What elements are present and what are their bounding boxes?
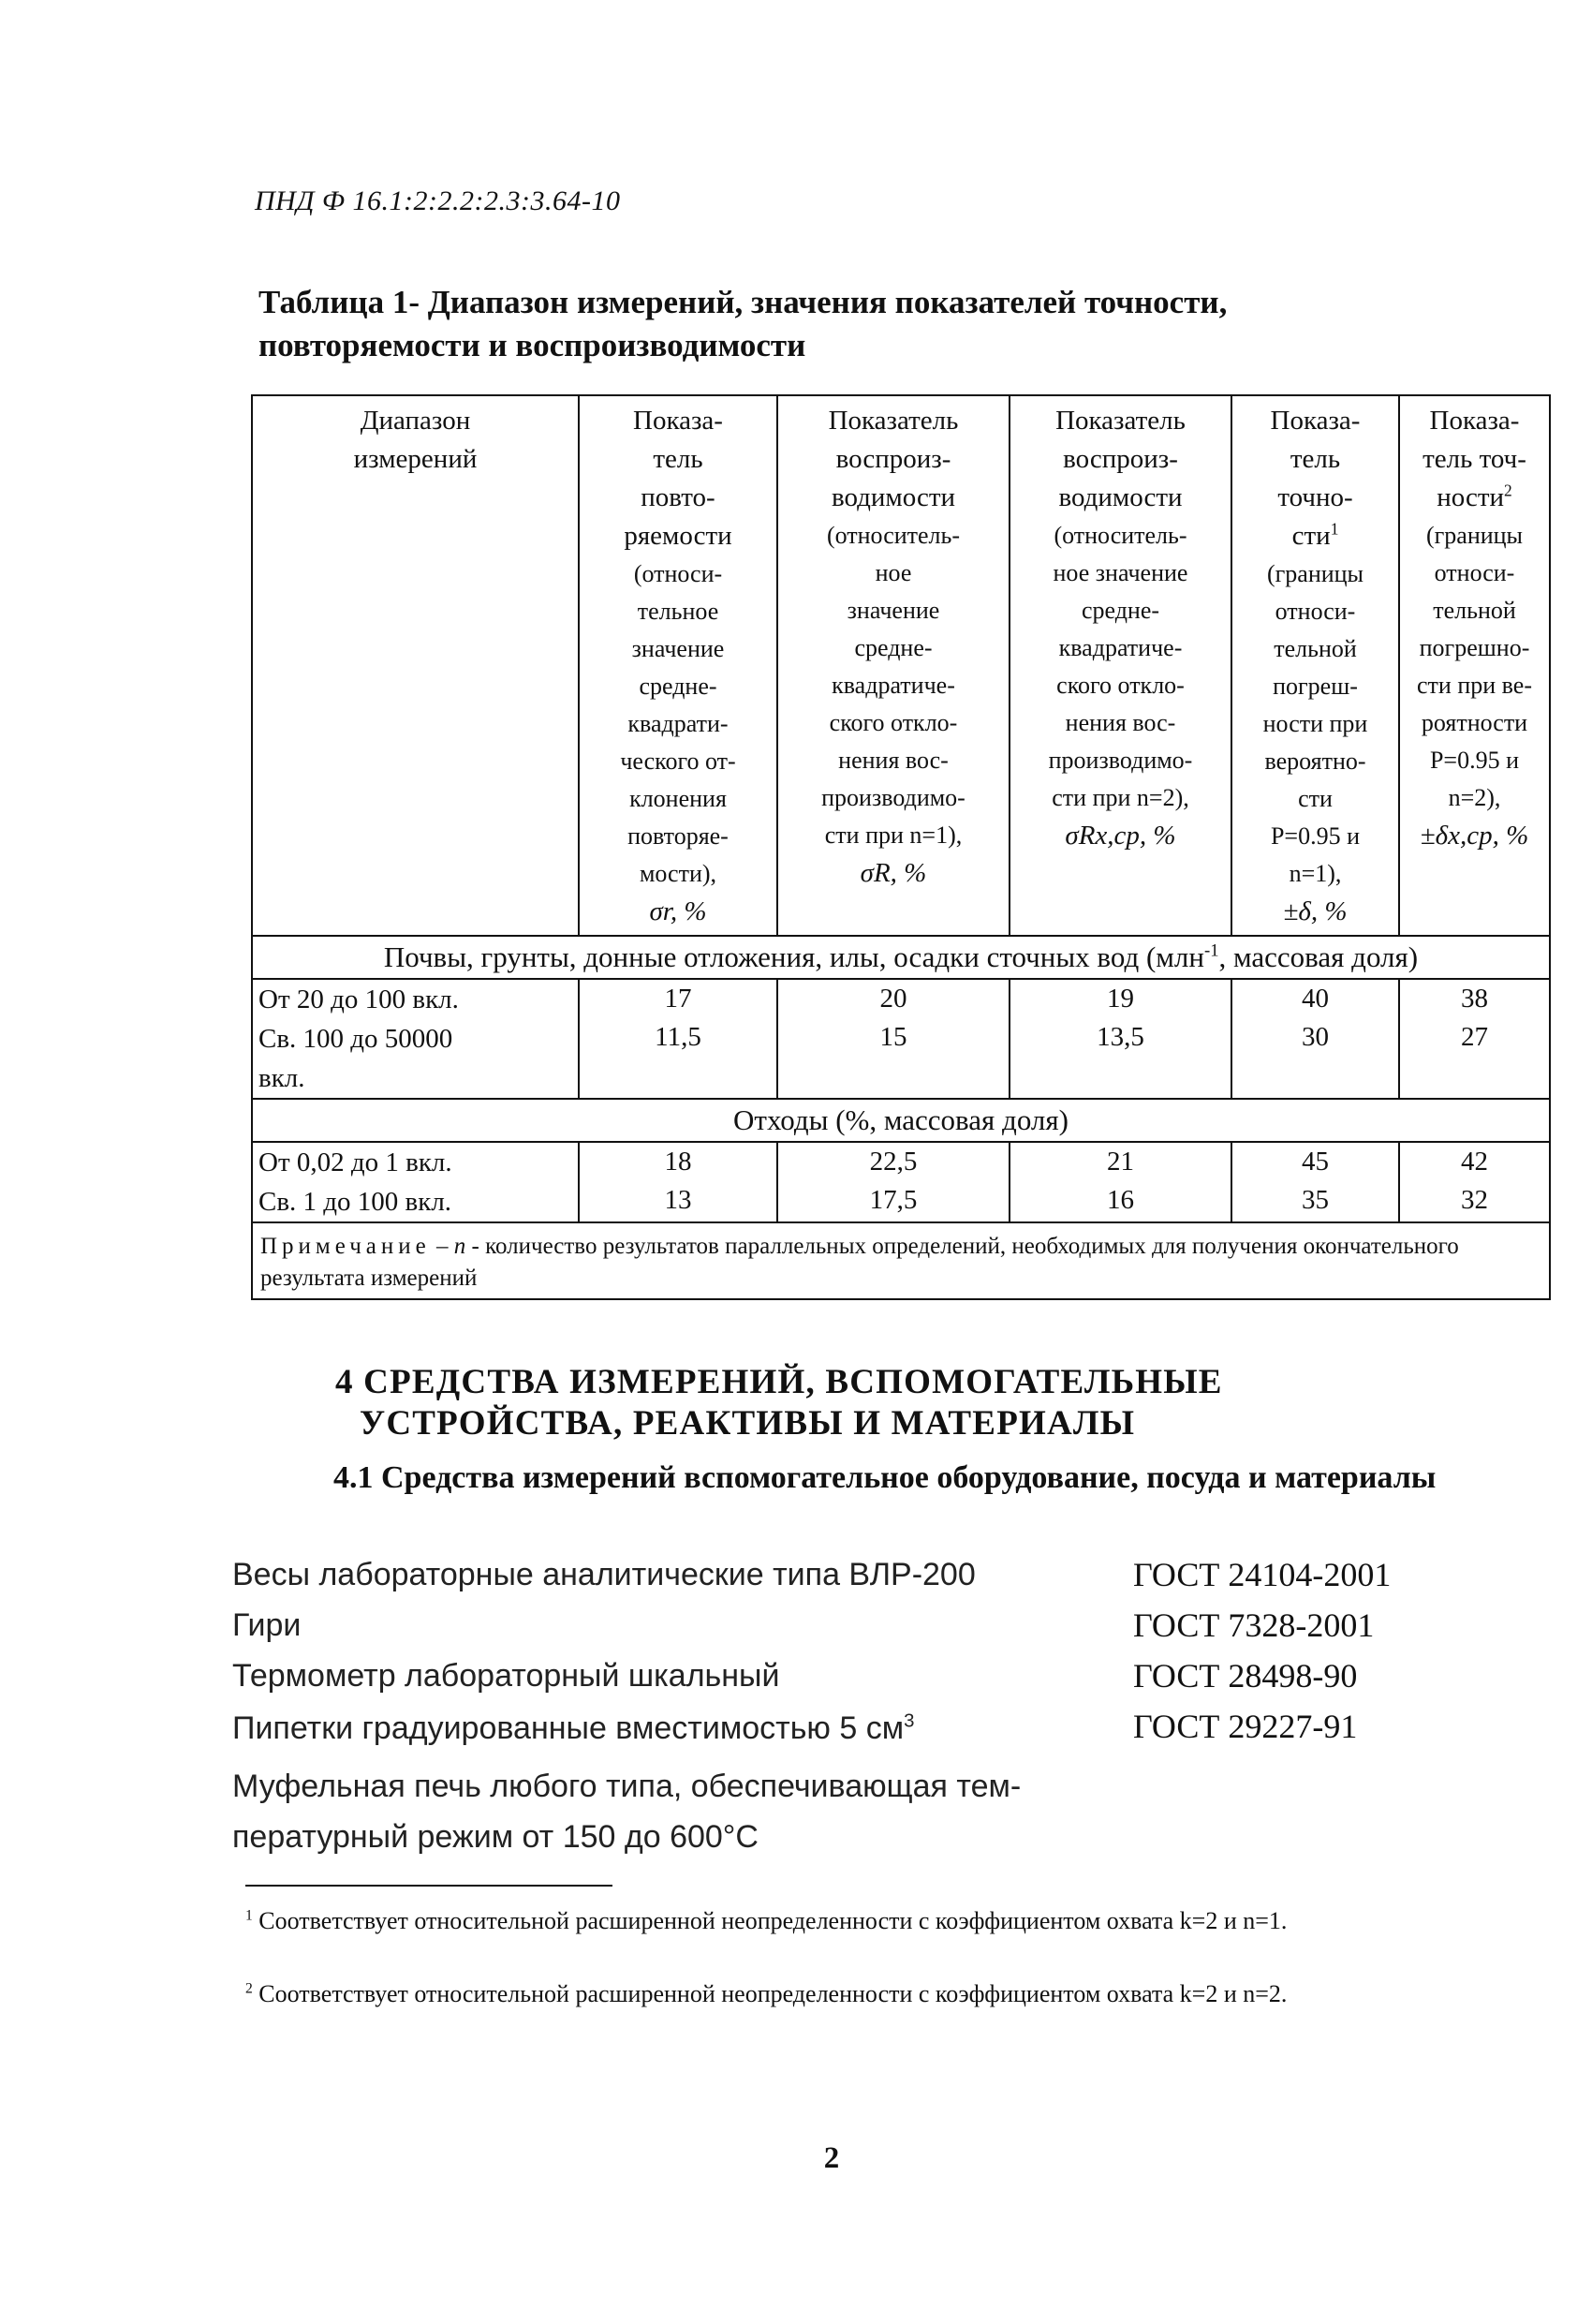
footnote-1: $^1$ Соответствует относительной расширенной неопределенности с коэффициентом охвата k=2 и n=1. — [245, 1907, 1288, 1934]
cell-line: 21 — [1107, 1147, 1134, 1177]
cell-line: квадратиче- — [1058, 634, 1183, 661]
cell-line: Показа- — [633, 406, 723, 436]
cell-line: ческого от- — [620, 748, 736, 775]
footnote-2: $^2$ Соответствует относительной расширенной неопределенности с коэффициентом охвата k=2 и n=2. — [245, 1980, 1288, 2007]
waste-reproducibility-n1-values — [777, 1142, 1010, 1222]
cell-line: ряемости — [624, 521, 732, 551]
cell-line: Показатель — [1055, 406, 1186, 436]
cell-line: повто- — [641, 482, 715, 512]
cell-line: средне- — [854, 634, 933, 661]
cell-line: относи- — [1275, 598, 1356, 625]
footnote-ref: 2 — [1504, 481, 1512, 500]
cell-line: 22,5 — [869, 1147, 918, 1177]
cell-line: тельной — [1274, 635, 1357, 662]
waste-accuracy-n1-values — [1231, 1142, 1399, 1222]
cell-line: 19 — [1107, 984, 1134, 1014]
note-label: Примечание — [260, 1234, 431, 1259]
equipment-item-muffle-furnace: Муфельная печь любого типа, обеспечивающая тем- пературный режим от 150 до 600°С — [232, 1769, 1022, 1855]
footnote-ref: 1 — [1330, 519, 1339, 539]
cell-line: водимости — [1058, 482, 1183, 512]
cell-line: (относитель- — [826, 522, 961, 549]
cell-line: Св. 1 до 100 вкл. — [258, 1187, 452, 1217]
reproducibility-n2-symbol: σRх,ср, % — [1065, 821, 1176, 851]
note-row — [252, 1222, 1550, 1299]
cell-line: Показа- — [1270, 406, 1361, 436]
cell-line: ное значение — [1053, 559, 1188, 586]
soils-repeatability-values — [579, 979, 777, 1099]
cell-line: квадратиче- — [832, 672, 955, 699]
table-row — [252, 1142, 1550, 1222]
cell-line: производимо- — [821, 784, 966, 811]
cell-line: 15 — [879, 1022, 907, 1052]
cell-line: Показа- — [1429, 406, 1520, 436]
cell-line: погреш- — [1273, 673, 1358, 700]
cell-line: 42 — [1461, 1147, 1488, 1177]
section-soils-label: Почвы, грунты, донные отложения, илы, осадки сточных вод (млн$^{-1}$, массовая доля) — [252, 936, 1550, 979]
waste-ranges — [252, 1142, 579, 1222]
equipment-item-scales: Весы лабораторные аналитические типа ВЛР-200 — [232, 1557, 976, 1592]
section-waste-label: Отходы (%, массовая доля) — [252, 1099, 1550, 1142]
cell-line: ности при — [1262, 710, 1368, 737]
cell-line: 18 — [664, 1147, 692, 1177]
cell-line: тельное — [637, 598, 719, 625]
table-note: Примечание – n - количество результатов параллельных определений, необходимых для получения окончательного результата измерений — [252, 1222, 1550, 1299]
cell-line: вкл. — [258, 1063, 305, 1093]
cell-line: производимо- — [1048, 747, 1193, 774]
cell-line: 11,5 — [655, 1022, 701, 1052]
cell-line: 20 — [879, 984, 907, 1014]
cell-line: нения вос- — [1065, 709, 1176, 736]
header-accuracy-n1 — [1231, 395, 1399, 936]
section-row-soils — [252, 936, 1550, 979]
equipment-item-thermometer: Термометр лабораторный шкальный — [232, 1658, 780, 1694]
cell-line: нения вос- — [838, 747, 949, 774]
document-code: ПНД Ф 16.1:2:2.2:2.3:3.64-10 — [255, 185, 621, 216]
cell-line: средне- — [1081, 597, 1160, 624]
cell-line: погрешно- — [1419, 634, 1530, 661]
standard-thermometer: ГОСТ 28498-90 — [1133, 1657, 1358, 1695]
cell-line: сти при n=2), — [1052, 784, 1189, 811]
cell-line: тельной — [1433, 597, 1516, 624]
cell-line: сти при n=1), — [824, 822, 963, 849]
cell-line: 17,5 — [869, 1185, 918, 1215]
cell-line: квадрати- — [627, 710, 729, 737]
cell-line: 13 — [664, 1185, 692, 1215]
cell-line: n=2), — [1448, 784, 1501, 811]
footnote-divider — [245, 1885, 612, 1887]
cell-line: ности$^2$ — [1437, 481, 1512, 512]
cell-line: P=0.95 и — [1270, 822, 1361, 850]
cell-line: Диапазон — [360, 406, 471, 436]
section-4-title: 4 СРЕДСТВА ИЗМЕРЕНИЙ, ВСПОМОГАТЕЛЬНЫЕ УСТРОЙСТВА, РЕАКТИВЫ И МАТЕРИАЛЫ — [335, 1363, 1223, 1443]
cell-line: От 0,02 до 1 вкл. — [258, 1147, 452, 1177]
cell-line: сти при ве- — [1417, 672, 1532, 699]
equipment-item-weights: Гири — [232, 1607, 302, 1643]
header-accuracy-n2 — [1399, 395, 1550, 936]
standard-weights: ГОСТ 7328-2001 — [1133, 1606, 1375, 1644]
reproducibility-n1-symbol: σR, % — [860, 858, 927, 888]
header-repeatability — [579, 395, 777, 936]
header-reproducibility-n1 — [777, 395, 1010, 936]
section-row-waste — [252, 1099, 1550, 1142]
cell-line: относи- — [1434, 559, 1515, 586]
cell-line: От 20 до 100 вкл. — [258, 984, 459, 1014]
cell-line: роятности — [1421, 709, 1528, 736]
cell-line: 13,5 — [1097, 1022, 1144, 1052]
soils-ranges — [252, 979, 579, 1099]
cell-line: Показатель — [828, 406, 959, 436]
table-row — [252, 979, 1550, 1099]
cell-line: 32 — [1461, 1185, 1488, 1215]
soils-accuracy-n1-values — [1231, 979, 1399, 1099]
waste-accuracy-n2-values — [1399, 1142, 1550, 1222]
cell-line: значение — [631, 635, 725, 662]
accuracy-n1-symbol: ±δ, % — [1283, 896, 1348, 926]
cell-line: ского откло- — [1056, 672, 1185, 699]
equipment-item-pipettes: Пипетки градуированные вместимостью 5 $см^3$ — [232, 1710, 915, 1746]
cell-line: 30 — [1302, 1022, 1329, 1052]
cell-line: (относитель- — [1054, 522, 1187, 549]
header-range — [252, 395, 579, 936]
section-4-1-title: 4.1 Средства измерений вспомогательное оборудование, посуда и материалы — [333, 1460, 1437, 1495]
cell-line: 38 — [1461, 984, 1488, 1014]
cell-line: точно- — [1277, 482, 1353, 512]
cell-line: 27 — [1461, 1022, 1488, 1052]
accuracy-n2-symbol: ±δх,ср, % — [1420, 821, 1529, 851]
waste-reproducibility-n2-values — [1010, 1142, 1231, 1222]
cell-line: (границы — [1425, 522, 1524, 549]
cell-line: 45 — [1302, 1147, 1329, 1177]
cell-line: воспроиз- — [835, 444, 951, 474]
repeatability-symbol: σr, % — [649, 896, 707, 926]
cell-line: тель — [653, 444, 703, 474]
cell-line: P=0.95 и — [1429, 747, 1520, 774]
cell-line: воспроиз- — [1063, 444, 1178, 474]
waste-repeatability-values — [579, 1142, 777, 1222]
cell-line: вероятно- — [1264, 748, 1366, 775]
cell-line: ное — [875, 559, 912, 586]
soils-reproducibility-n2-values — [1010, 979, 1231, 1099]
cell-line: 17 — [664, 984, 692, 1014]
page-number: 2 — [823, 2141, 840, 2175]
soils-reproducibility-n1-values — [777, 979, 1010, 1099]
cell-line: 35 — [1302, 1185, 1329, 1215]
cell-line: (относи- — [633, 560, 723, 587]
cell-line: ского откло- — [829, 709, 958, 736]
table-header-row — [252, 395, 1550, 936]
cell-line: средне- — [639, 673, 717, 700]
cell-line: 40 — [1302, 984, 1329, 1014]
soils-accuracy-n2-values — [1399, 979, 1550, 1099]
standard-pipettes: ГОСТ 29227-91 — [1133, 1708, 1358, 1745]
cell-line: клонения — [629, 785, 727, 812]
standard-scales: ГОСТ 24104-2001 — [1133, 1556, 1392, 1593]
cell-line: тель — [1290, 444, 1341, 474]
cell-line: повторяе- — [627, 822, 729, 850]
cell-line: значение — [847, 597, 940, 624]
cell-line: сти — [1298, 785, 1333, 812]
cell-line: (границы — [1266, 560, 1364, 587]
cell-line: измерений — [353, 444, 478, 474]
accuracy-table — [251, 394, 1551, 1300]
cell-line: n=1), — [1289, 860, 1342, 887]
table-title: Таблица 1- Диапазон измерений, значения показателей точности, повторяемости и воспроизводимости — [258, 284, 1228, 363]
header-reproducibility-n2 — [1010, 395, 1231, 936]
cell-line: Св. 100 до 50000 — [258, 1024, 453, 1054]
cell-line: водимости — [831, 482, 956, 512]
cell-line: сти$^1$ — [1291, 519, 1339, 551]
cell-line: тель точ- — [1422, 444, 1526, 474]
cell-line: мости), — [639, 860, 717, 887]
cell-line: 16 — [1107, 1185, 1134, 1215]
